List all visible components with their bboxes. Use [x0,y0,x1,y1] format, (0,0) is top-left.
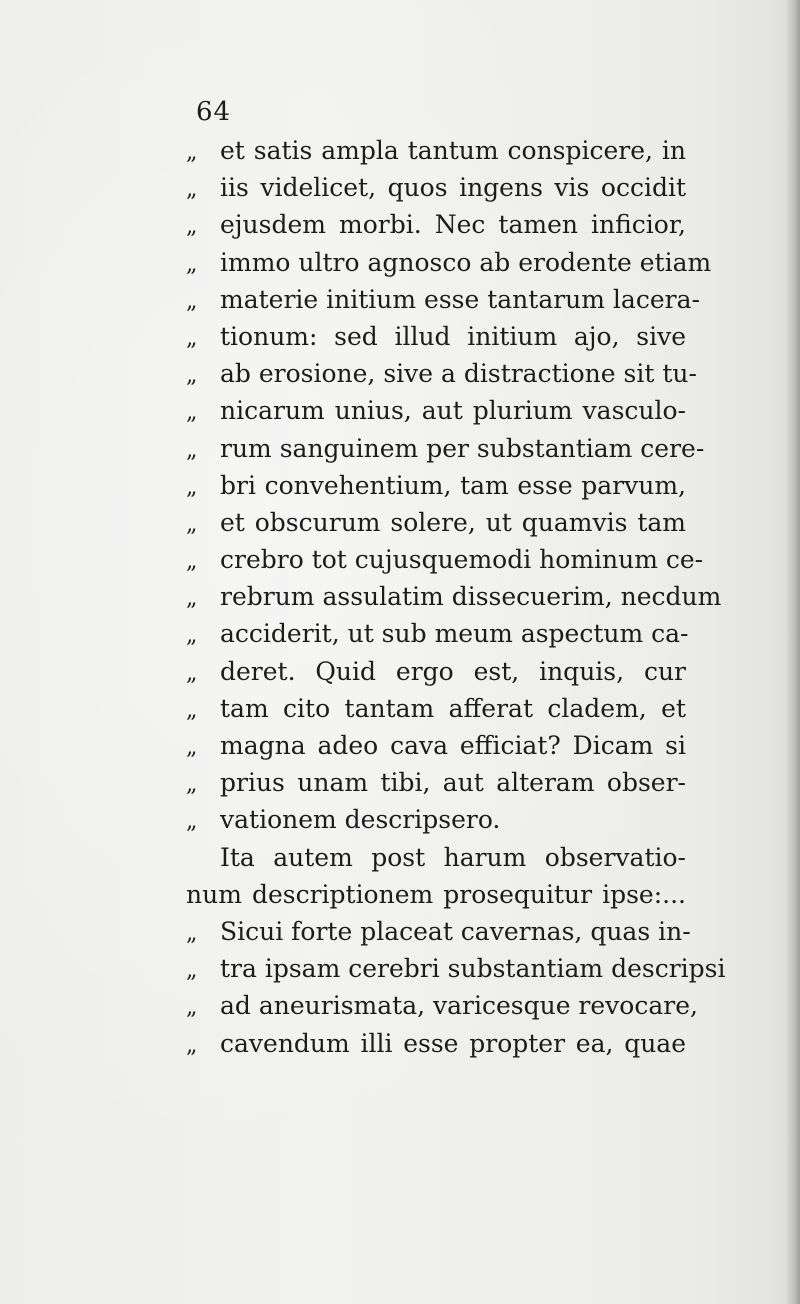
text-line [186,764,686,801]
line-text: ab erosione, sive a distractione sit tu- [220,359,697,389]
page-number: 64 [196,97,232,127]
text-line [186,206,686,243]
line-text: bri convehentium, tam esse parvum, [220,470,686,500]
text-line [186,244,712,281]
line-text: iis videlicet, quos ingens vis occidit [220,173,686,203]
text-line [186,801,686,838]
text-line [186,392,686,429]
text-line [186,541,704,578]
line-text: materie initium esse tantarum lacera- [220,284,700,314]
quote-mark: „ [186,400,198,426]
quote-mark: „ [186,363,198,389]
line-text: rum sanguinem per substantiam cere- [220,433,705,463]
line-text: vationem descripsero. [220,805,501,835]
paragraph-first-line [186,839,686,876]
text-line [186,169,686,206]
line-text: deret. Quid ergo est, inquis, cur [220,656,686,686]
page-edge-shadow [786,0,800,1304]
quote-mark: „ [186,995,198,1021]
text-line [186,467,686,504]
line-text: rebrum assulatim dissecuerim, necdum [220,582,722,612]
text-line [186,690,686,727]
text-line [186,653,686,690]
quote-mark: „ [186,958,198,984]
quote-mark: „ [186,772,198,798]
quote-mark: „ [186,809,198,835]
line-text: ad aneurismata, varicesque revocare, [220,991,698,1021]
line-text: immo ultro agnosco ab erodente etiam [220,247,712,277]
quote-mark: „ [186,437,198,463]
quote-mark: „ [186,214,198,240]
line-text: num descriptionem prosequitur ipse:... [186,879,686,909]
quote-mark: „ [186,623,198,649]
quote-mark: „ [186,251,198,277]
line-text: Ita autem post harum observatio- [220,842,686,872]
line-text: crebro tot cujusquemodi hominum ce- [220,545,704,575]
line-text: tra ipsam cerebri substantiam descripsi [220,954,726,984]
line-text: prius unam tibi, aut alteram obser- [220,768,686,798]
quote-mark: „ [186,140,198,165]
text-line [186,578,722,615]
text-line [186,281,700,318]
line-text: magna adeo cava efficiat? Dicam si [220,731,686,760]
quote-mark: „ [186,474,198,500]
text-line [186,504,686,541]
line-text: tam cito tantam afferat cladem, et [220,693,686,723]
line-text: cavendum illi esse propter ea, quae [220,1028,686,1058]
text-line [186,950,726,987]
text-line [186,913,691,950]
text-line [186,355,697,392]
line-text: Sicui forte placeat cavernas, quas in- [220,916,691,946]
quote-mark: „ [186,735,198,760]
quote-mark: „ [186,660,198,686]
line-text: nicarum unius, aut plurium vasculo- [220,396,686,426]
quote-mark: „ [186,511,198,537]
text-line [186,430,705,467]
quote-mark: „ [186,325,198,351]
quote-mark: „ [186,1032,198,1058]
quote-mark: „ [186,177,198,203]
text-line [186,876,686,913]
line-text: et obscurum solere, ut quamvis tam [220,507,686,537]
text-line [186,615,689,652]
line-text: tionum: sed illud initium ajo, sive [220,321,686,351]
quote-mark: „ [186,920,198,946]
body-text [186,132,726,1062]
text-line [186,987,698,1024]
quote-mark: „ [186,288,198,314]
quote-mark: „ [186,697,198,723]
text-line [186,318,686,355]
text-line [186,727,686,764]
text-line [186,1025,686,1062]
quote-mark: „ [186,586,198,612]
quote-mark: „ [186,549,198,575]
line-text: et satis ampla tantum conspicere, in [220,136,686,165]
text-line [186,132,686,169]
line-text: acciderit, ut sub meum aspectum ca- [220,619,689,649]
line-text: ejusdem morbi. Nec tamen inficior, [220,210,686,240]
